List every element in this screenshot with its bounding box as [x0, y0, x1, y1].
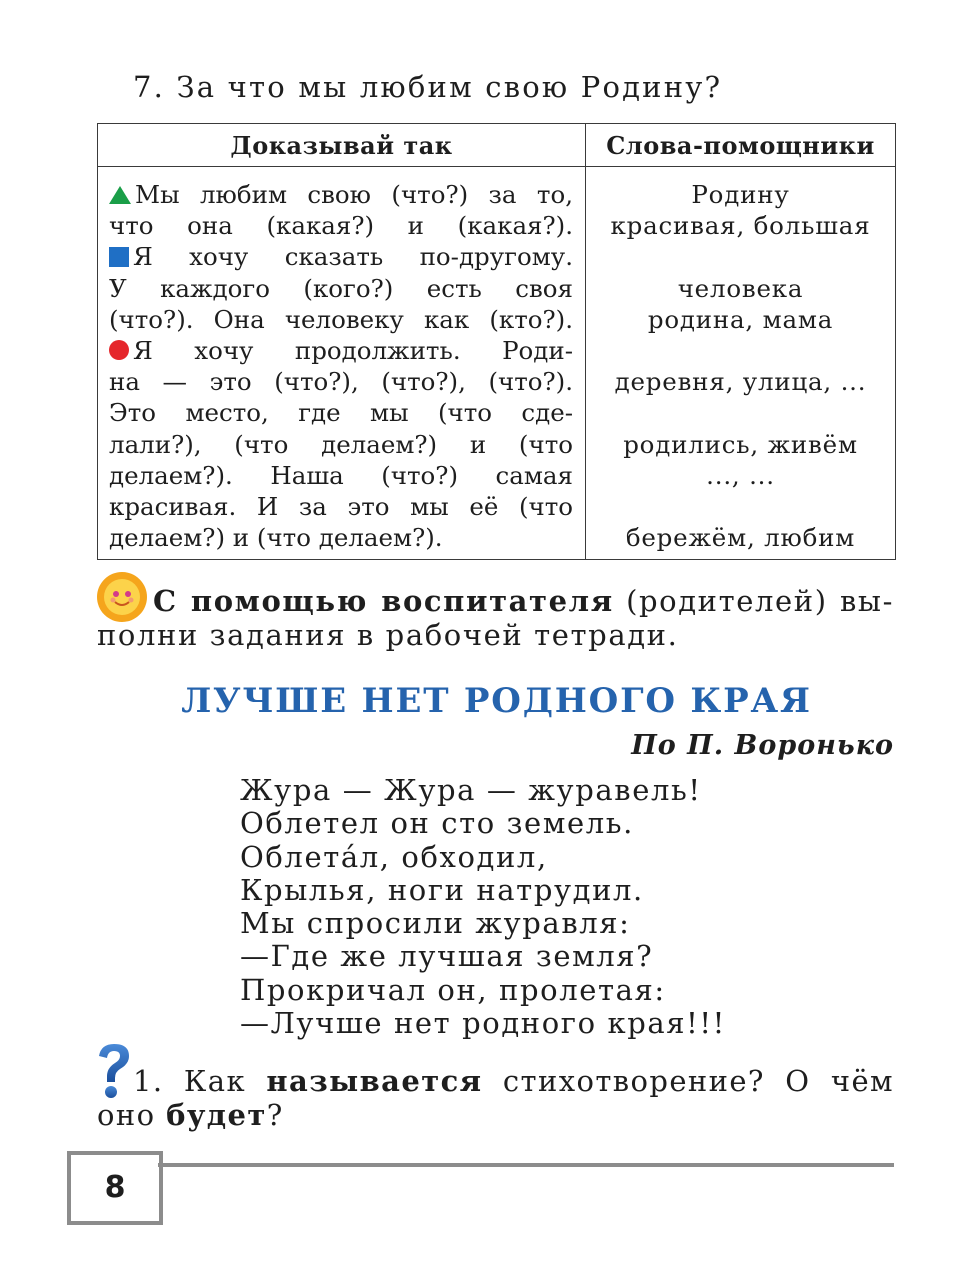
poem-line: Мы спросили журавля:: [240, 906, 631, 941]
poem-line: Облетáл, обходил,: [240, 839, 548, 874]
proof-line: лали?), (что делаем?) и (что: [109, 429, 573, 459]
page-number: 8: [67, 1151, 163, 1225]
proof-line: на — это (что?), (что?), (что?).: [109, 367, 573, 397]
table-header-left: Доказывай так: [98, 124, 586, 167]
proof-line: Это место, где мы (что сде-: [109, 398, 573, 428]
helper-word: ..., ...: [706, 460, 775, 490]
poem-line: —Где же лучшая земля?: [240, 939, 654, 974]
proof-line: делаем?) и (что делаем?).: [109, 523, 443, 553]
proof-line: У каждого (кого?) есть своя: [109, 273, 573, 303]
proof-line: Я хочу продолжить. Роди-: [109, 335, 573, 366]
poem-line: Облетел он сто земель.: [240, 806, 634, 841]
helper-word: человека: [677, 273, 804, 303]
proof-line: Я хочу сказать по-другому.: [109, 241, 573, 272]
helper-word: [586, 397, 895, 428]
helper-note: С помощью воспитателя (родителей) вы- полни задания в рабочей тетради.: [97, 584, 894, 652]
helper-word: [586, 335, 895, 366]
red-circle-icon: [109, 340, 129, 360]
blue-square-icon: [109, 247, 129, 267]
poem-line: Прокричал он, пролетая:: [240, 972, 666, 1007]
proof-line: делаем?). Наша (что?) самая: [109, 460, 573, 490]
poem-author: По П. Воронько: [631, 730, 894, 761]
helper-word: родились, живём: [623, 429, 858, 459]
proof-line: (что?). Она человеку как (кто?).: [109, 304, 573, 334]
footer-rule: [158, 1163, 894, 1167]
helper-word: Родину: [691, 180, 790, 209]
task-7-title: 7. За что мы любим свою Родину?: [133, 70, 723, 104]
poem-line: —Лучше нет родного края!!!: [240, 1006, 726, 1041]
proof-text-cell: [98, 167, 586, 560]
poem-line: Жура — Жура — журавель!: [240, 773, 702, 807]
question-1: 1. Как называется стихотворение? О чём оно будет?: [97, 1064, 895, 1132]
helper-word: [586, 491, 895, 522]
helper-words-cell: [586, 167, 896, 560]
helper-word: бережём, любим: [625, 523, 856, 553]
helper-word: родина, мама: [647, 304, 834, 334]
poem-line: Крылья, ноги натрудил.: [240, 872, 644, 907]
table-header-right: Слова-помощники: [586, 124, 896, 167]
helper-word: деревня, улица, ...: [614, 367, 867, 397]
proof-line: что она (какая?) и (какая?).: [109, 211, 573, 241]
proof-line: Мы любим свою (что?) за то,: [109, 179, 573, 210]
poem-body: [240, 774, 726, 1040]
helper-word: красивая, большая: [610, 211, 871, 241]
poem-title: ЛУЧШЕ НЕТ РОДНОГО КРАЯ: [181, 681, 812, 721]
green-triangle-icon: [109, 186, 131, 204]
proof-line: красивая. И за это мы её (что: [109, 491, 573, 521]
proof-table: [97, 123, 896, 560]
helper-word: [586, 241, 895, 272]
